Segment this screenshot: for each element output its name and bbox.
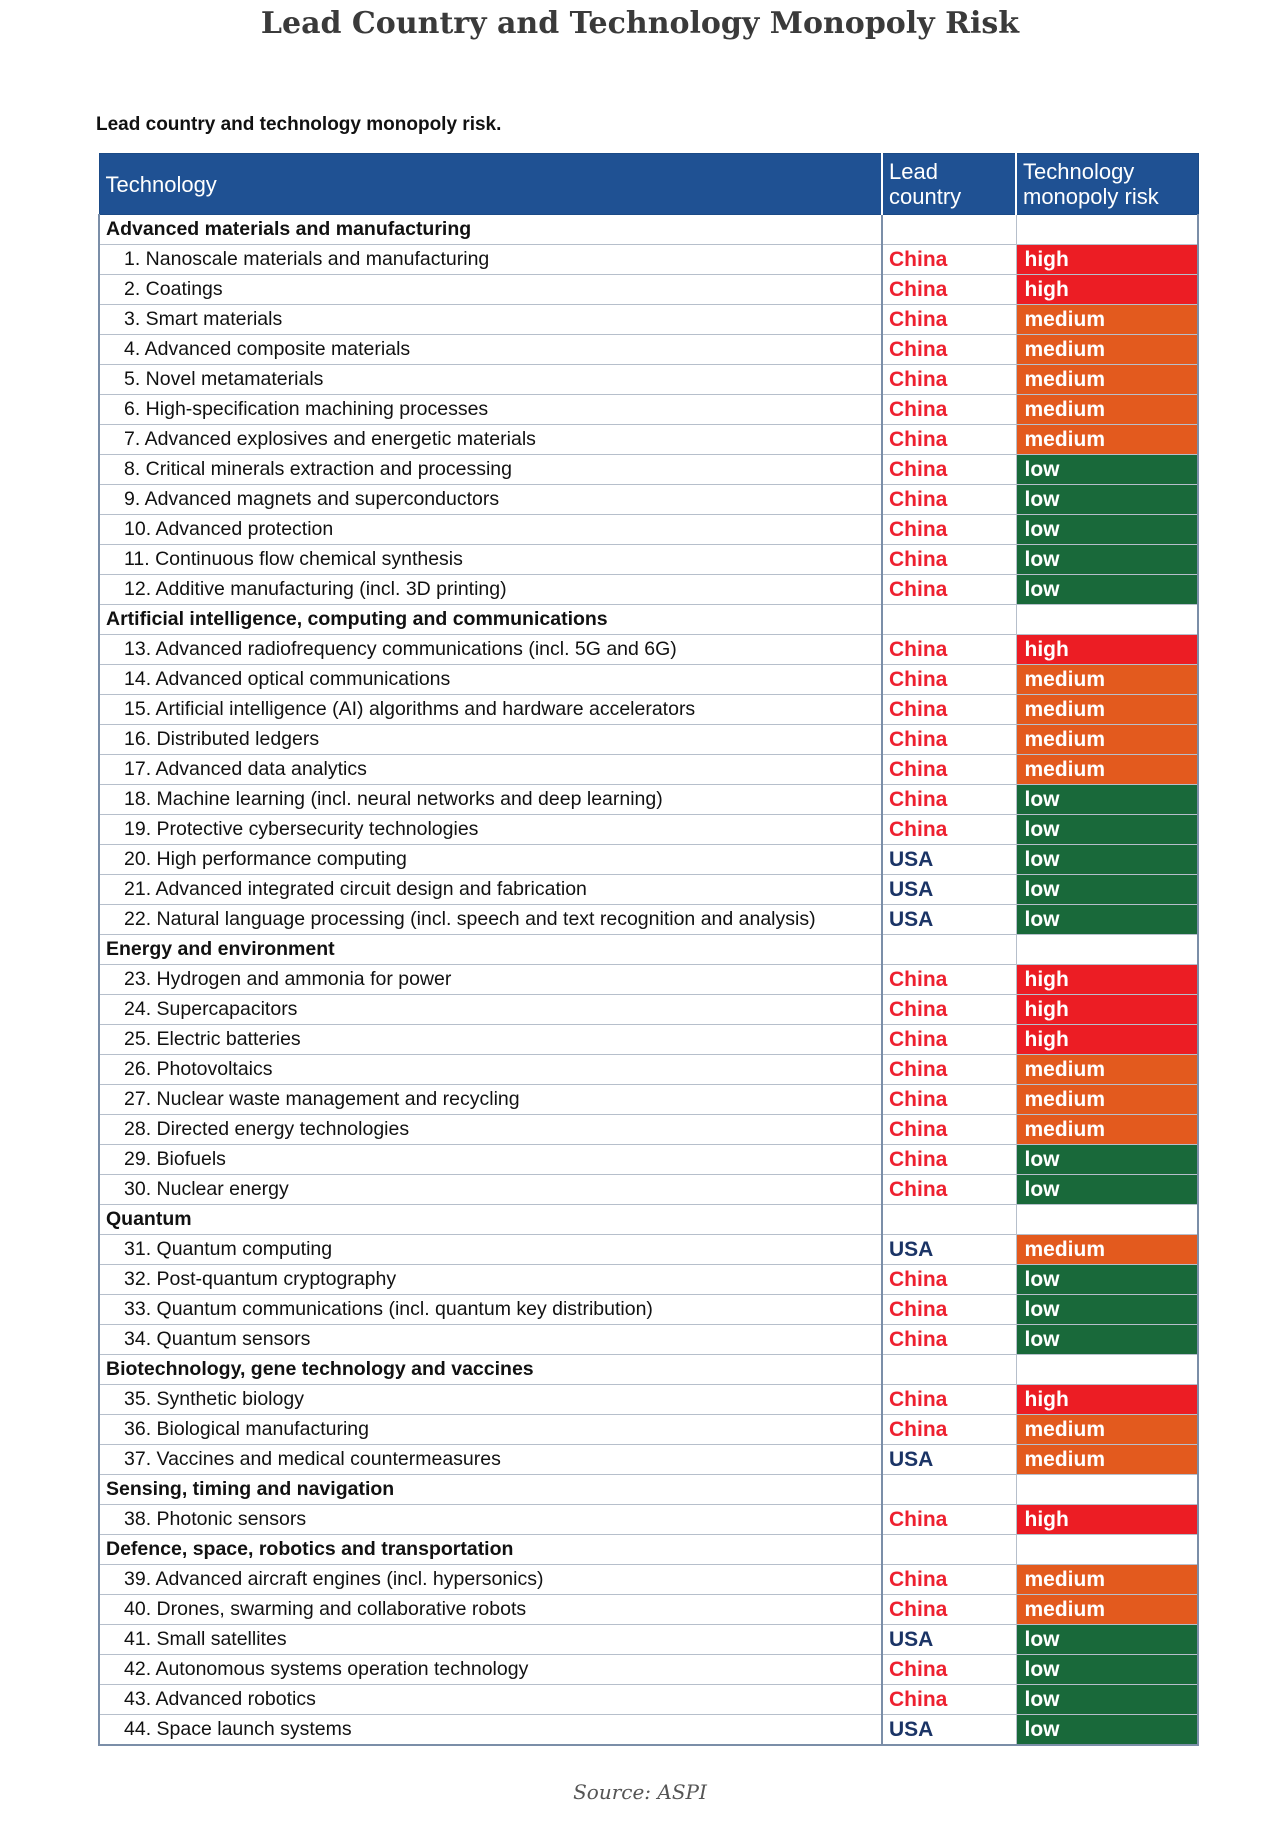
monopoly-risk-cell: high <box>1016 245 1198 275</box>
technology-name: 19. Protective cybersecurity technologies <box>99 815 882 845</box>
table-row <box>99 425 1198 455</box>
table-row <box>99 365 1198 395</box>
monopoly-risk-cell: low <box>1016 485 1198 515</box>
monopoly-risk-cell: medium <box>1016 425 1198 455</box>
monopoly-risk-cell: high <box>1016 635 1198 665</box>
table-row <box>99 1685 1198 1715</box>
technology-name: 38. Photonic sensors <box>99 1505 882 1535</box>
technology-name: 21. Advanced integrated circuit design and fabrication <box>99 875 882 905</box>
category-row <box>99 1535 1198 1565</box>
technology-name: 36. Biological manufacturing <box>99 1415 882 1445</box>
monopoly-risk-cell: low <box>1016 575 1198 605</box>
monopoly-risk-cell: medium <box>1016 395 1198 425</box>
lead-country-cell: China <box>882 275 1016 305</box>
lead-country-cell: China <box>882 575 1016 605</box>
technology-name: 32. Post-quantum cryptography <box>99 1265 882 1295</box>
monopoly-risk-cell: low <box>1016 455 1198 485</box>
lead-country-cell: USA <box>882 1625 1016 1655</box>
monopoly-risk-cell <box>1016 605 1198 635</box>
table-row <box>99 395 1198 425</box>
technology-name: 33. Quantum communications (incl. quantum key distribution) <box>99 1295 882 1325</box>
table-row <box>99 1385 1198 1415</box>
table-body <box>99 215 1198 1746</box>
technology-name: 26. Photovoltaics <box>99 1055 882 1085</box>
lead-country-cell: China <box>882 635 1016 665</box>
risk-table-container <box>98 153 1197 1746</box>
monopoly-risk-cell <box>1016 1535 1198 1565</box>
lead-country-cell: China <box>882 395 1016 425</box>
lead-country-cell: China <box>882 485 1016 515</box>
lead-country-cell: China <box>882 725 1016 755</box>
technology-name: 37. Vaccines and medical countermeasures <box>99 1445 882 1475</box>
technology-name: 3. Smart materials <box>99 305 882 335</box>
table-row <box>99 245 1198 275</box>
lead-country-cell: USA <box>882 1235 1016 1265</box>
table-row <box>99 1055 1198 1085</box>
lead-country-cell <box>882 605 1016 635</box>
lead-country-cell: China <box>882 1385 1016 1415</box>
category-label: Sensing, timing and navigation <box>99 1475 882 1505</box>
monopoly-risk-cell: medium <box>1016 335 1198 365</box>
monopoly-risk-cell: low <box>1016 1295 1198 1325</box>
lead-country-cell: China <box>882 1565 1016 1595</box>
lead-country-cell: China <box>882 1085 1016 1115</box>
table-row <box>99 575 1198 605</box>
category-row <box>99 1355 1198 1385</box>
table-row <box>99 1505 1198 1535</box>
page-title: Lead Country and Technology Monopoly Risk <box>260 6 1020 41</box>
monopoly-risk-cell: medium <box>1016 1055 1198 1085</box>
monopoly-risk-cell: low <box>1016 1715 1198 1746</box>
monopoly-risk-cell: low <box>1016 1145 1198 1175</box>
monopoly-risk-cell: high <box>1016 1505 1198 1535</box>
lead-country-cell: China <box>882 365 1016 395</box>
technology-name: 9. Advanced magnets and superconductors <box>99 485 882 515</box>
monopoly-risk-cell: medium <box>1016 1445 1198 1475</box>
lead-country-cell <box>882 935 1016 965</box>
table-row <box>99 1145 1198 1175</box>
monopoly-risk-cell: low <box>1016 545 1198 575</box>
header-lead-country: Lead country <box>882 154 1016 215</box>
category-label: Defence, space, robotics and transportation <box>99 1535 882 1565</box>
category-row <box>99 1475 1198 1505</box>
monopoly-risk-cell: medium <box>1016 365 1198 395</box>
table-row <box>99 515 1198 545</box>
table-row <box>99 1445 1198 1475</box>
monopoly-risk-cell: low <box>1016 785 1198 815</box>
lead-country-cell: China <box>882 305 1016 335</box>
technology-name: 4. Advanced composite materials <box>99 335 882 365</box>
monopoly-risk-cell: low <box>1016 815 1198 845</box>
technology-name: 17. Advanced data analytics <box>99 755 882 785</box>
header-monopoly-risk: Technology monopoly risk <box>1016 154 1198 215</box>
category-row <box>99 1205 1198 1235</box>
table-row <box>99 635 1198 665</box>
table-caption: Lead country and technology monopoly risk. <box>96 114 502 135</box>
category-label: Advanced materials and manufacturing <box>99 215 882 245</box>
technology-name: 10. Advanced protection <box>99 515 882 545</box>
lead-country-cell: USA <box>882 1715 1016 1746</box>
technology-name: 11. Continuous flow chemical synthesis <box>99 545 882 575</box>
monopoly-risk-cell: low <box>1016 875 1198 905</box>
monopoly-risk-cell: low <box>1016 1325 1198 1355</box>
header-technology: Technology <box>99 154 882 215</box>
lead-country-cell: China <box>882 1055 1016 1085</box>
monopoly-risk-cell: medium <box>1016 1235 1198 1265</box>
table-row <box>99 875 1198 905</box>
technology-name: 23. Hydrogen and ammonia for power <box>99 965 882 995</box>
lead-country-cell: China <box>882 1325 1016 1355</box>
lead-country-cell: China <box>882 1295 1016 1325</box>
monopoly-risk-cell: high <box>1016 995 1198 1025</box>
monopoly-risk-cell: medium <box>1016 1085 1198 1115</box>
technology-name: 42. Autonomous systems operation technology <box>99 1655 882 1685</box>
table-row <box>99 1235 1198 1265</box>
lead-country-cell: China <box>882 965 1016 995</box>
table-row <box>99 695 1198 725</box>
table-row <box>99 1325 1198 1355</box>
table-row <box>99 485 1198 515</box>
monopoly-risk-cell: low <box>1016 1175 1198 1205</box>
table-row <box>99 995 1198 1025</box>
lead-country-cell <box>882 1535 1016 1565</box>
lead-country-cell <box>882 1205 1016 1235</box>
technology-name: 39. Advanced aircraft engines (incl. hypersonics) <box>99 1565 882 1595</box>
technology-name: 27. Nuclear waste management and recycling <box>99 1085 882 1115</box>
technology-name: 8. Critical minerals extraction and processing <box>99 455 882 485</box>
table-row <box>99 1625 1198 1655</box>
table-row <box>99 1265 1198 1295</box>
lead-country-cell: China <box>882 335 1016 365</box>
technology-name: 29. Biofuels <box>99 1145 882 1175</box>
risk-table <box>98 153 1199 1746</box>
monopoly-risk-cell: high <box>1016 1025 1198 1055</box>
category-label: Biotechnology, gene technology and vaccines <box>99 1355 882 1385</box>
lead-country-cell: China <box>882 1685 1016 1715</box>
lead-country-cell: USA <box>882 1445 1016 1475</box>
category-label: Quantum <box>99 1205 882 1235</box>
monopoly-risk-cell: medium <box>1016 1595 1198 1625</box>
lead-country-cell <box>882 215 1016 245</box>
lead-country-cell: China <box>882 455 1016 485</box>
lead-country-cell: China <box>882 755 1016 785</box>
monopoly-risk-cell: medium <box>1016 695 1198 725</box>
category-row <box>99 605 1198 635</box>
monopoly-risk-cell: medium <box>1016 755 1198 785</box>
table-row <box>99 1175 1198 1205</box>
lead-country-cell: China <box>882 1175 1016 1205</box>
monopoly-risk-cell: medium <box>1016 305 1198 335</box>
technology-name: 12. Additive manufacturing (incl. 3D printing) <box>99 575 882 605</box>
lead-country-cell: China <box>882 545 1016 575</box>
lead-country-cell: USA <box>882 845 1016 875</box>
lead-country-cell: USA <box>882 875 1016 905</box>
lead-country-cell: USA <box>882 905 1016 935</box>
technology-name: 40. Drones, swarming and collaborative robots <box>99 1595 882 1625</box>
table-row <box>99 1595 1198 1625</box>
table-row <box>99 455 1198 485</box>
monopoly-risk-cell: low <box>1016 905 1198 935</box>
technology-name: 30. Nuclear energy <box>99 1175 882 1205</box>
table-row <box>99 725 1198 755</box>
lead-country-cell: China <box>882 515 1016 545</box>
technology-name: 22. Natural language processing (incl. speech and text recognition and analysis) <box>99 905 882 935</box>
monopoly-risk-cell: low <box>1016 1265 1198 1295</box>
table-row <box>99 1415 1198 1445</box>
monopoly-risk-cell: low <box>1016 1685 1198 1715</box>
technology-name: 44. Space launch systems <box>99 1715 882 1746</box>
monopoly-risk-cell: low <box>1016 845 1198 875</box>
technology-name: 41. Small satellites <box>99 1625 882 1655</box>
technology-name: 24. Supercapacitors <box>99 995 882 1025</box>
monopoly-risk-cell <box>1016 1205 1198 1235</box>
monopoly-risk-cell: low <box>1016 1655 1198 1685</box>
technology-name: 6. High-specification machining processes <box>99 395 882 425</box>
technology-name: 14. Advanced optical communications <box>99 665 882 695</box>
table-row <box>99 785 1198 815</box>
lead-country-cell <box>882 1355 1016 1385</box>
monopoly-risk-cell <box>1016 935 1198 965</box>
monopoly-risk-cell <box>1016 1355 1198 1385</box>
monopoly-risk-cell: low <box>1016 515 1198 545</box>
lead-country-cell <box>882 1475 1016 1505</box>
monopoly-risk-cell: medium <box>1016 1115 1198 1145</box>
lead-country-cell: China <box>882 1145 1016 1175</box>
technology-name: 25. Electric batteries <box>99 1025 882 1055</box>
lead-country-cell: China <box>882 1505 1016 1535</box>
monopoly-risk-cell <box>1016 1475 1198 1505</box>
monopoly-risk-cell <box>1016 215 1198 245</box>
monopoly-risk-cell: medium <box>1016 665 1198 695</box>
lead-country-cell: China <box>882 1115 1016 1145</box>
table-row <box>99 965 1198 995</box>
technology-name: 43. Advanced robotics <box>99 1685 882 1715</box>
source-note: Source: ASPI <box>573 1780 707 1804</box>
technology-name: 31. Quantum computing <box>99 1235 882 1265</box>
monopoly-risk-cell: high <box>1016 1385 1198 1415</box>
technology-name: 16. Distributed ledgers <box>99 725 882 755</box>
lead-country-cell: China <box>882 995 1016 1025</box>
lead-country-cell: China <box>882 665 1016 695</box>
monopoly-risk-cell: high <box>1016 275 1198 305</box>
lead-country-cell: China <box>882 1265 1016 1295</box>
technology-name: 20. High performance computing <box>99 845 882 875</box>
monopoly-risk-cell: medium <box>1016 725 1198 755</box>
monopoly-risk-cell: low <box>1016 1625 1198 1655</box>
table-row <box>99 545 1198 575</box>
table-row <box>99 1655 1198 1685</box>
technology-name: 35. Synthetic biology <box>99 1385 882 1415</box>
monopoly-risk-cell: medium <box>1016 1565 1198 1595</box>
category-row <box>99 935 1198 965</box>
lead-country-cell: China <box>882 245 1016 275</box>
technology-name: 28. Directed energy technologies <box>99 1115 882 1145</box>
technology-name: 1. Nanoscale materials and manufacturing <box>99 245 882 275</box>
table-row <box>99 1295 1198 1325</box>
lead-country-cell: China <box>882 785 1016 815</box>
lead-country-cell: China <box>882 815 1016 845</box>
table-row <box>99 665 1198 695</box>
technology-name: 5. Novel metamaterials <box>99 365 882 395</box>
technology-name: 13. Advanced radiofrequency communications (incl. 5G and 6G) <box>99 635 882 665</box>
monopoly-risk-cell: high <box>1016 965 1198 995</box>
monopoly-risk-cell: medium <box>1016 1415 1198 1445</box>
lead-country-cell: China <box>882 425 1016 455</box>
technology-name: 2. Coatings <box>99 275 882 305</box>
table-header <box>99 154 1198 215</box>
lead-country-cell: China <box>882 1595 1016 1625</box>
technology-name: 7. Advanced explosives and energetic materials <box>99 425 882 455</box>
table-row <box>99 1115 1198 1145</box>
technology-name: 18. Machine learning (incl. neural networks and deep learning) <box>99 785 882 815</box>
table-row <box>99 1085 1198 1115</box>
lead-country-cell: China <box>882 1025 1016 1055</box>
table-row <box>99 845 1198 875</box>
table-row <box>99 1715 1198 1746</box>
table-row <box>99 815 1198 845</box>
technology-name: 15. Artificial intelligence (AI) algorithms and hardware accelerators <box>99 695 882 725</box>
table-row <box>99 275 1198 305</box>
technology-name: 34. Quantum sensors <box>99 1325 882 1355</box>
lead-country-cell: China <box>882 1655 1016 1685</box>
table-row <box>99 755 1198 785</box>
table-row <box>99 905 1198 935</box>
lead-country-cell: China <box>882 1415 1016 1445</box>
lead-country-cell: China <box>882 695 1016 725</box>
table-row <box>99 305 1198 335</box>
table-row <box>99 335 1198 365</box>
table-row <box>99 1025 1198 1055</box>
category-label: Energy and environment <box>99 935 882 965</box>
category-row <box>99 215 1198 245</box>
category-label: Artificial intelligence, computing and communications <box>99 605 882 635</box>
table-row <box>99 1565 1198 1595</box>
